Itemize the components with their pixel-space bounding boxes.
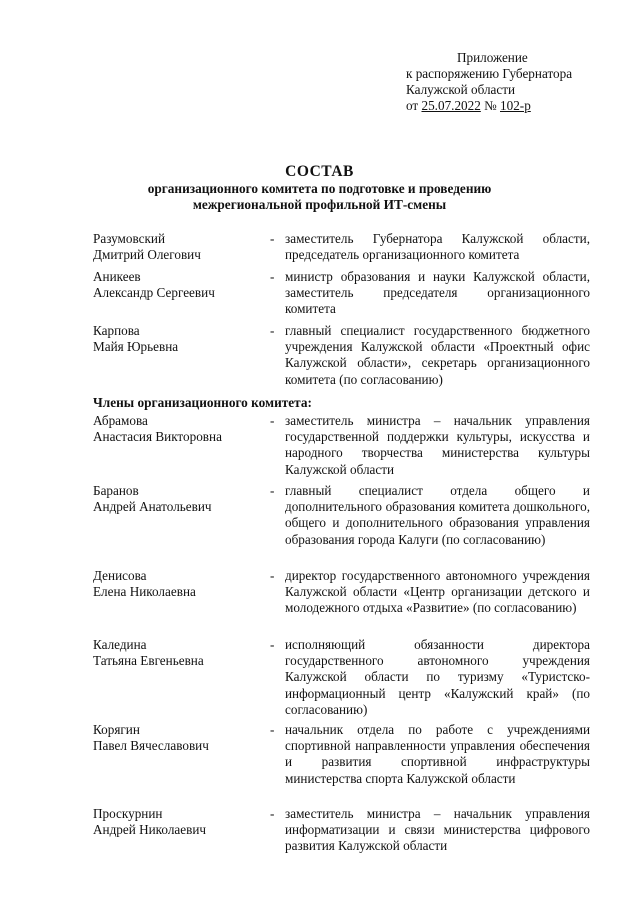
member-name: [93, 231, 263, 263]
member-role: министр образования и науки Калужской области, заместитель председателя организационного комитета: [285, 269, 590, 317]
member-role: исполняющий обязанности директора государственного автономного учреждения Калужской области по туризму «Туристско-информационный центр «Калужский край» (по согласованию): [285, 637, 590, 717]
entry-dash: -: [270, 231, 275, 246]
member-role: главный специалист государственного бюджетного учреждения Калужской области «Проектный офис Калужской области», секретарь организационного комитета (по согласованию): [285, 323, 590, 387]
order-date: 25.07.2022: [421, 98, 481, 113]
document-subtitle-line-2: межрегиональной профильной ИТ-смены: [192, 197, 447, 212]
entry-dash: -: [270, 806, 275, 821]
member-surname: Каледина: [93, 637, 147, 652]
member-name: [93, 269, 263, 301]
entry-dash: -: [270, 637, 275, 652]
member-name: [93, 806, 263, 838]
member-given-names: Анастасия Викторовна: [93, 429, 222, 445]
document-title: СОСТАВ: [285, 163, 354, 180]
member-surname: Корягин: [93, 722, 140, 737]
member-role: заместитель министра – начальник управления информатизации и связи министерства цифрового развития Калужской области: [285, 806, 590, 854]
member-given-names: Елена Николаевна: [93, 584, 196, 600]
entry-dash: -: [270, 483, 275, 498]
appendix-order-line: к распоряжению Губернатора: [406, 66, 573, 81]
appendix-label: Приложение: [457, 50, 528, 65]
member-given-names: Андрей Анатольевич: [93, 499, 212, 515]
member-role: начальник отдела по работе с учреждениями спортивной направленности управления обеспечения и развития спортивной инфраструктуры министерства спорта Калужской области: [285, 722, 590, 786]
entry-dash: -: [270, 722, 275, 737]
member-name: [93, 483, 263, 515]
member-role: заместитель Губернатора Калужской области, председатель организационного комитета: [285, 231, 590, 263]
date-prefix: от: [406, 98, 422, 113]
member-surname: Разумовский: [93, 231, 166, 246]
member-given-names: Майя Юрьевна: [93, 339, 179, 355]
member-given-names: Дмитрий Олегович: [93, 247, 201, 263]
member-role: директор государственного автономного учреждения Калужской области «Центр организации детского и молодежного отдыха «Развитие» (по согласованию): [285, 568, 590, 616]
member-given-names: Александр Сергеевич: [93, 285, 215, 301]
member-given-names: Павел Вячеславович: [93, 738, 209, 754]
entry-dash: -: [270, 269, 275, 284]
number-sign: №: [480, 98, 501, 113]
member-name: [93, 722, 263, 754]
member-surname: Абрамова: [93, 413, 148, 428]
order-number: 102-р: [500, 98, 531, 113]
members-heading: Члены организационного комитета:: [93, 395, 312, 410]
member-name: [93, 568, 263, 600]
member-surname: Карпова: [93, 323, 140, 338]
member-surname: Денисова: [93, 568, 147, 583]
appendix-date-line: [406, 98, 572, 114]
member-surname: Баранов: [93, 483, 139, 498]
member-given-names: Татьяна Евгеньевна: [93, 653, 204, 669]
member-name: [93, 637, 263, 669]
member-name: [93, 323, 263, 355]
entry-dash: -: [270, 568, 275, 583]
appendix-region-line: Калужской области: [406, 82, 516, 97]
document-subtitle-line-1: организационного комитета по подготовке и проведению: [147, 181, 492, 196]
appendix-header: [406, 50, 572, 114]
entry-dash: -: [270, 413, 275, 428]
member-given-names: Андрей Николаевич: [93, 822, 207, 838]
member-role: главный специалист отдела общего и дополнительного образования комитета дошкольного, общего и дополнительного образования управления образования города Калуги (по согласованию): [285, 483, 590, 547]
member-role: заместитель министра – начальник управления государственной поддержки культуры, искусства и народного творчества министерства культуры Калужской области: [285, 413, 590, 477]
entry-dash: -: [270, 323, 275, 338]
member-surname: Аникеев: [93, 269, 141, 284]
member-name: [93, 413, 263, 445]
member-surname: Проскурнин: [93, 806, 163, 821]
